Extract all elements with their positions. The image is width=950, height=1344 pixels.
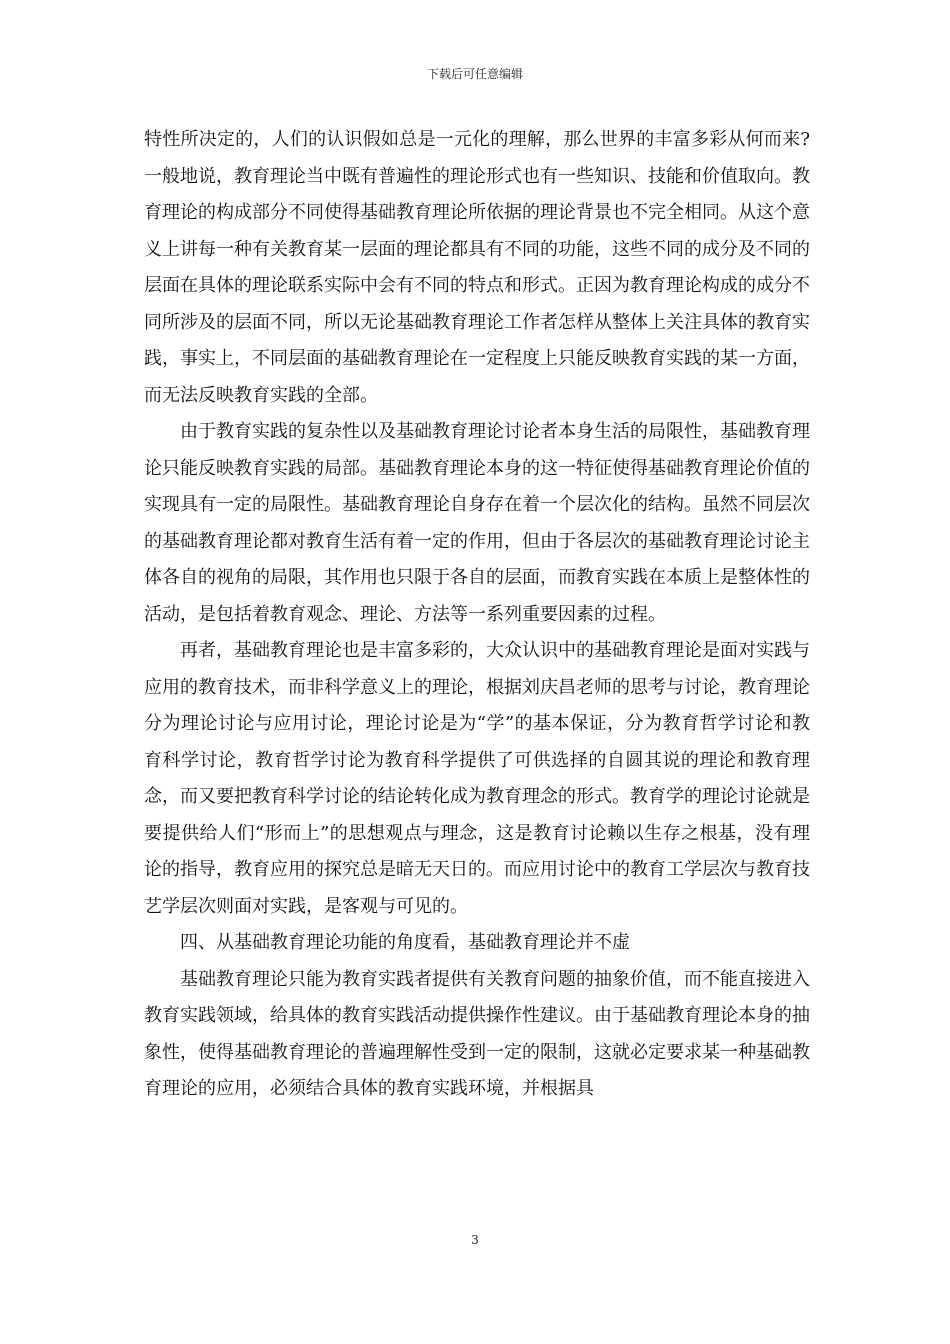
paragraph: 再者，基础教育理论也是丰富多彩的，大众认识中的基础教育理论是面对实践与应用的教育技术，而非科学意义上的理论，根据刘庆昌老师的思考与讨论，教育理论分为理论讨论与应用讨论，理论讨论是为“学”的基本保证，分为教育哲学讨论和教育科学讨论，教育哲学讨论为教育科学提供了可供选择的自圆其说的理论和教育理念，而又要把教育科学讨论的结论转化成为教育理念的形式。教育学的理论讨论就是要提供给人们“形而上”的思想观点与理念，这是教育讨论赖以生存之根基，没有理论的指导，教育应用的探究总是暗无天日的。而应用讨论中的教育工学层次与教育技艺学层次则面对实践，是客观与可见的。 xyxy=(144,640,810,917)
paragraph: 由于教育实践的复杂性以及基础教育理论讨论者本身生活的局限性，基础教育理论只能反映教育实践的局部。基础教育理论本身的这一特征使得基础教育理论价值的实现具有一定的局限性。基础教育理论自身存在着一个层次化的结构。虽然不同层次的基础教育理论都对教育生活有着一定的作用，但由于各层次的基础教育理论讨论主体各自的视角的局限，其作用也只限于各自的层面，而教育实践在本质上是整体性的活动，是包括着教育观念、理论、方法等一系列重要因素的过程。 xyxy=(144,421,810,625)
paragraph: 基础教育理论只能为教育实践者提供有关教育问题的抽象价值，而不能直接进入教育实践领域，给具体的教育实践活动提供操作性建议。由于基础教育理论本身的抽象性，使得基础教育理论的普遍理解性受到一定的限制，这就必定要求某一种基础教育理论的应用，必须结合具体的教育实践环境，并根据具 xyxy=(144,968,810,1099)
page-header: 下载后可任意编辑 xyxy=(426,67,523,81)
document-body xyxy=(144,122,810,1108)
page-number: 3 xyxy=(471,1233,479,1247)
section-heading: 四、从基础教育理论功能的角度看，基础教育理论并不虚 xyxy=(180,932,630,953)
paragraph-continued: 特性所决定的，人们的认识假如总是一元化的理解，那么世界的丰富多彩从何而来?一般地说，教育理论当中既有普遍性的理论形式也有一些知识、技能和价值取向。教育理论的构成部分不同使得基础教育理论所依据的理论背景也不完全相同。从这个意义上讲每一种有关教育某一层面的理论都具有不同的功能，这些不同的成分及不同的层面在具体的理论联系实际中会有不同的特点和形式。正因为教育理论构成的成分不同所涉及的层面不同，所以无论基础教育理论工作者怎样从整体上关注具体的教育实践，事实上，不同层面的基础教育理论在一定程度上只能反映教育实践的某一方面，而无法反映教育实践的全部。 xyxy=(144,129,810,406)
